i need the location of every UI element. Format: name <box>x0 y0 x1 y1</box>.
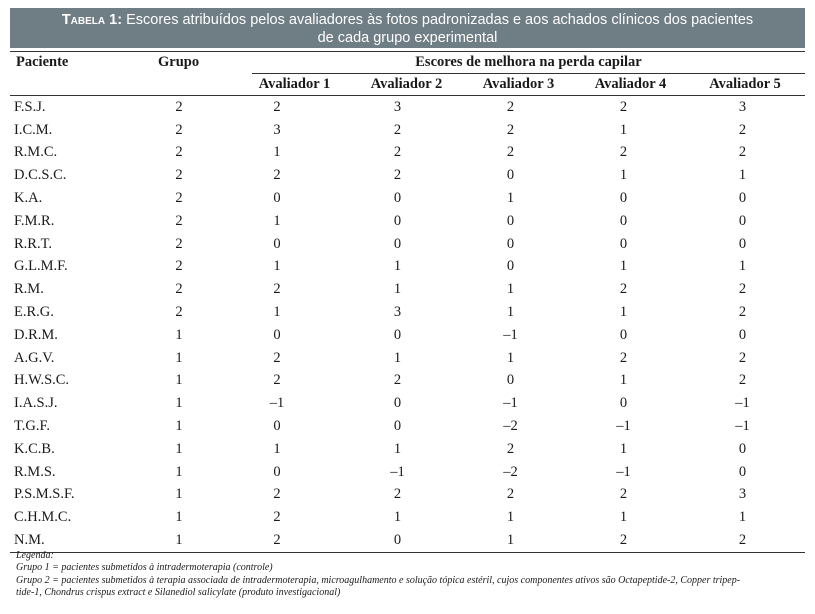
cell-avaliador-5: 0 <box>738 440 747 457</box>
cell-avaliador-5: 2 <box>738 281 747 298</box>
cell-avaliador-4: –1 <box>616 418 631 435</box>
cell-avaliador-1: 0 <box>273 326 281 343</box>
header-avaliador-2: Avaliador 2 <box>370 76 443 92</box>
scores-table <box>10 96 805 552</box>
cell-paciente: N.M. <box>14 532 45 549</box>
cell-avaliador-1: 2 <box>273 372 281 389</box>
cell-avaliador-2: 2 <box>393 486 402 503</box>
header-avaliador-5: Avaliador 5 <box>709 76 781 92</box>
cell-grupo: 1 <box>175 326 183 343</box>
cell-grupo: 1 <box>175 440 183 457</box>
cell-avaliador-3: 1 <box>506 281 515 298</box>
cell-avaliador-4: 2 <box>619 281 628 298</box>
cell-avaliador-1: 0 <box>273 190 281 207</box>
cell-grupo: 2 <box>175 98 183 115</box>
cell-avaliador-4: 1 <box>619 440 628 457</box>
cell-paciente: R.M. <box>14 281 44 298</box>
cell-avaliador-5: 1 <box>738 167 747 184</box>
table-title <box>10 8 805 48</box>
cell-avaliador-1: 1 <box>273 258 281 275</box>
table-row <box>10 278 805 301</box>
cell-avaliador-2: 0 <box>393 532 402 549</box>
cell-avaliador-2: 2 <box>393 372 402 389</box>
table-title-text: Escores atribuídos pelos avaliadores às fotos padronizadas e aos achados clínicos dos pacientes <box>126 12 754 28</box>
cell-avaliador-4: 1 <box>619 121 628 138</box>
cell-avaliador-5: 2 <box>738 372 747 389</box>
cell-avaliador-5: 0 <box>738 326 747 343</box>
cell-avaliador-5: 2 <box>738 304 747 321</box>
cell-paciente: R.M.S. <box>14 463 56 480</box>
cell-avaliador-2: 1 <box>393 440 402 457</box>
cell-avaliador-4: 1 <box>619 167 628 184</box>
cell-paciente: D.R.M. <box>14 326 58 343</box>
cell-avaliador-3: 2 <box>506 440 515 457</box>
cell-avaliador-1: 1 <box>273 144 281 161</box>
cell-paciente: R.M.C. <box>14 144 58 161</box>
table-title-line-2: de cada grupo experimental <box>317 30 498 46</box>
cell-avaliador-5: 0 <box>738 235 747 252</box>
cell-avaliador-3: 0 <box>506 258 515 275</box>
cell-avaliador-5: 3 <box>738 486 747 503</box>
cell-avaliador-4: 1 <box>619 304 628 321</box>
legend-grupo-1: Grupo 1 = pacientes submetidos à intradermoterapia (controle) <box>16 562 273 574</box>
cell-avaliador-2: 1 <box>393 258 402 275</box>
cell-avaliador-3: 1 <box>506 349 515 366</box>
table-body <box>10 96 805 552</box>
cell-avaliador-1: 2 <box>273 349 281 366</box>
table-row <box>10 256 805 279</box>
table-row <box>10 119 805 142</box>
cell-grupo: 1 <box>175 418 183 435</box>
cell-avaliador-3: –2 <box>503 463 518 480</box>
cell-avaliador-1: 2 <box>273 532 281 549</box>
cell-avaliador-1: 0 <box>273 235 281 252</box>
table-row <box>10 529 805 552</box>
cell-avaliador-5: –1 <box>735 418 750 435</box>
header-top-rule <box>10 51 805 52</box>
legend <box>16 550 801 600</box>
cell-paciente: F.M.R. <box>14 212 55 229</box>
header-paciente: Paciente <box>16 54 69 70</box>
header-avaliador-3: Avaliador 3 <box>482 76 555 92</box>
cell-grupo: 1 <box>175 463 183 480</box>
table-row <box>10 324 805 347</box>
table-row <box>10 210 805 233</box>
cell-avaliador-5: 2 <box>738 121 747 138</box>
cell-avaliador-3: 1 <box>506 509 515 526</box>
header-avaliador-1: Avaliador 1 <box>258 76 331 92</box>
cell-paciente: C.H.M.C. <box>14 509 72 526</box>
cell-avaliador-1: 0 <box>273 418 281 435</box>
table-title-line-1 <box>10 11 805 29</box>
cell-avaliador-5: 1 <box>738 258 747 275</box>
legend-grupo-2-line-1: Grupo 2 = pacientes submetidos à terapia associada de intradermoterapia, microagulhamento e solução tópica estéril, cujos componentes ativos são Octapeptide-2, Copper tripep- <box>16 574 741 586</box>
cell-avaliador-2: 3 <box>393 98 402 115</box>
header-avaliador-4: Avaliador 4 <box>594 76 667 92</box>
cell-avaliador-3: 1 <box>506 532 515 549</box>
cell-avaliador-4: 2 <box>619 144 628 161</box>
cell-grupo: 1 <box>175 532 183 549</box>
cell-avaliador-3: 1 <box>506 190 515 207</box>
table-row <box>10 96 805 119</box>
cell-avaliador-2: 0 <box>393 190 402 207</box>
cell-grupo: 1 <box>175 372 183 389</box>
cell-avaliador-1: 2 <box>273 486 281 503</box>
cell-avaliador-3: 2 <box>506 98 515 115</box>
cell-avaliador-3: 2 <box>506 121 515 138</box>
cell-avaliador-3: 2 <box>506 486 515 503</box>
cell-avaliador-2: 0 <box>393 235 402 252</box>
header-grupo: Grupo <box>158 54 200 70</box>
cell-avaliador-4: 1 <box>619 372 628 389</box>
cell-grupo: 2 <box>175 121 183 138</box>
cell-paciente: H.W.S.C. <box>14 372 70 389</box>
cell-avaliador-2: 0 <box>393 326 402 343</box>
table-row <box>10 506 805 529</box>
cell-avaliador-5: –1 <box>735 395 750 412</box>
cell-grupo: 2 <box>175 212 183 229</box>
table-row <box>10 370 805 393</box>
cell-avaliador-4: 0 <box>619 326 628 343</box>
cell-paciente: E.R.G. <box>14 304 54 321</box>
table-row <box>10 142 805 165</box>
header-escores: Escores de melhora na perda capilar <box>415 54 642 70</box>
table-row <box>10 438 805 461</box>
cell-avaliador-1: 2 <box>273 98 281 115</box>
table-row <box>10 301 805 324</box>
table-row <box>10 187 805 210</box>
cell-grupo: 2 <box>175 167 183 184</box>
table-title-label: Tabela 1: <box>61 12 123 28</box>
cell-avaliador-2: 0 <box>393 418 402 435</box>
table-row <box>10 164 805 187</box>
cell-grupo: 1 <box>175 486 183 503</box>
cell-avaliador-3: 0 <box>506 212 515 229</box>
cell-grupo: 1 <box>175 395 183 412</box>
cell-grupo: 2 <box>175 281 183 298</box>
table-row <box>10 484 805 507</box>
cell-avaliador-1: 1 <box>273 440 281 457</box>
cell-avaliador-2: 0 <box>393 395 402 412</box>
table-row <box>10 415 805 438</box>
cell-avaliador-3: 0 <box>506 167 515 184</box>
cell-avaliador-3: 1 <box>506 304 515 321</box>
header-middle-rule <box>252 73 805 74</box>
cell-avaliador-1: –1 <box>269 395 285 412</box>
cell-paciente: T.G.F. <box>14 418 51 435</box>
legend-title: Legenda: <box>16 550 54 561</box>
table-row <box>10 233 805 256</box>
cell-avaliador-2: 2 <box>393 121 402 138</box>
cell-grupo: 1 <box>175 509 183 526</box>
cell-avaliador-1: 2 <box>273 167 281 184</box>
cell-grupo: 2 <box>175 144 183 161</box>
cell-paciente: K.A. <box>14 190 43 207</box>
cell-paciente: F.S.J. <box>14 98 46 115</box>
cell-grupo: 1 <box>175 349 183 366</box>
cell-avaliador-5: 1 <box>738 509 747 526</box>
cell-avaliador-4: 0 <box>619 190 628 207</box>
cell-avaliador-3: 0 <box>506 235 515 252</box>
cell-avaliador-5: 3 <box>738 98 747 115</box>
cell-avaliador-1: 0 <box>273 463 281 480</box>
cell-avaliador-1: 2 <box>273 281 281 298</box>
cell-avaliador-4: 2 <box>619 486 628 503</box>
cell-avaliador-4: 2 <box>619 349 628 366</box>
cell-paciente: A.G.V. <box>14 349 55 366</box>
cell-avaliador-4: –1 <box>616 463 631 480</box>
cell-avaliador-5: 0 <box>738 212 747 229</box>
legend-grupo-2-line-2: tide-1, Chondrus crispus extract e Silanediol salicylate (produto investigacional) <box>16 587 341 599</box>
cell-avaliador-4: 0 <box>619 212 628 229</box>
cell-paciente: I.C.M. <box>14 121 53 138</box>
cell-avaliador-4: 0 <box>619 235 628 252</box>
cell-avaliador-4: 2 <box>619 532 628 549</box>
cell-avaliador-3: –2 <box>503 418 518 435</box>
cell-avaliador-3: –1 <box>503 395 518 412</box>
cell-paciente: K.C.B. <box>14 440 55 457</box>
cell-avaliador-2: –1 <box>390 463 405 480</box>
table-row <box>10 347 805 370</box>
cell-avaliador-5: 2 <box>738 349 747 366</box>
cell-avaliador-2: 3 <box>393 304 402 321</box>
cell-grupo: 2 <box>175 258 183 275</box>
cell-avaliador-5: 0 <box>738 463 747 480</box>
cell-avaliador-2: 0 <box>393 212 402 229</box>
cell-avaliador-4: 1 <box>619 509 628 526</box>
table-row <box>10 392 805 415</box>
cell-avaliador-1: 3 <box>273 121 281 138</box>
cell-avaliador-2: 1 <box>393 281 402 298</box>
cell-avaliador-5: 2 <box>738 144 747 161</box>
cell-avaliador-2: 2 <box>393 167 402 184</box>
cell-grupo: 2 <box>175 190 183 207</box>
cell-avaliador-4: 2 <box>619 98 628 115</box>
cell-avaliador-4: 0 <box>619 395 628 412</box>
cell-paciente: D.C.S.C. <box>14 167 67 184</box>
cell-avaliador-1: 2 <box>273 509 281 526</box>
cell-avaliador-5: 2 <box>738 532 747 549</box>
cell-avaliador-1: 1 <box>273 304 281 321</box>
cell-paciente: I.A.S.J. <box>14 395 58 412</box>
cell-grupo: 2 <box>175 304 183 321</box>
table-row <box>10 461 805 484</box>
cell-avaliador-2: 2 <box>393 144 402 161</box>
cell-avaliador-4: 1 <box>619 258 628 275</box>
cell-paciente: R.R.T. <box>14 235 52 252</box>
cell-avaliador-3: 2 <box>506 144 515 161</box>
cell-avaliador-2: 1 <box>393 349 402 366</box>
cell-grupo: 2 <box>175 235 183 252</box>
cell-avaliador-3: 0 <box>506 372 515 389</box>
cell-avaliador-1: 1 <box>273 212 281 229</box>
cell-paciente: G.L.M.F. <box>14 258 68 275</box>
cell-avaliador-5: 0 <box>738 190 747 207</box>
cell-avaliador-2: 1 <box>393 509 402 526</box>
cell-avaliador-3: –1 <box>503 326 518 343</box>
cell-paciente: P.S.M.S.F. <box>14 486 75 503</box>
